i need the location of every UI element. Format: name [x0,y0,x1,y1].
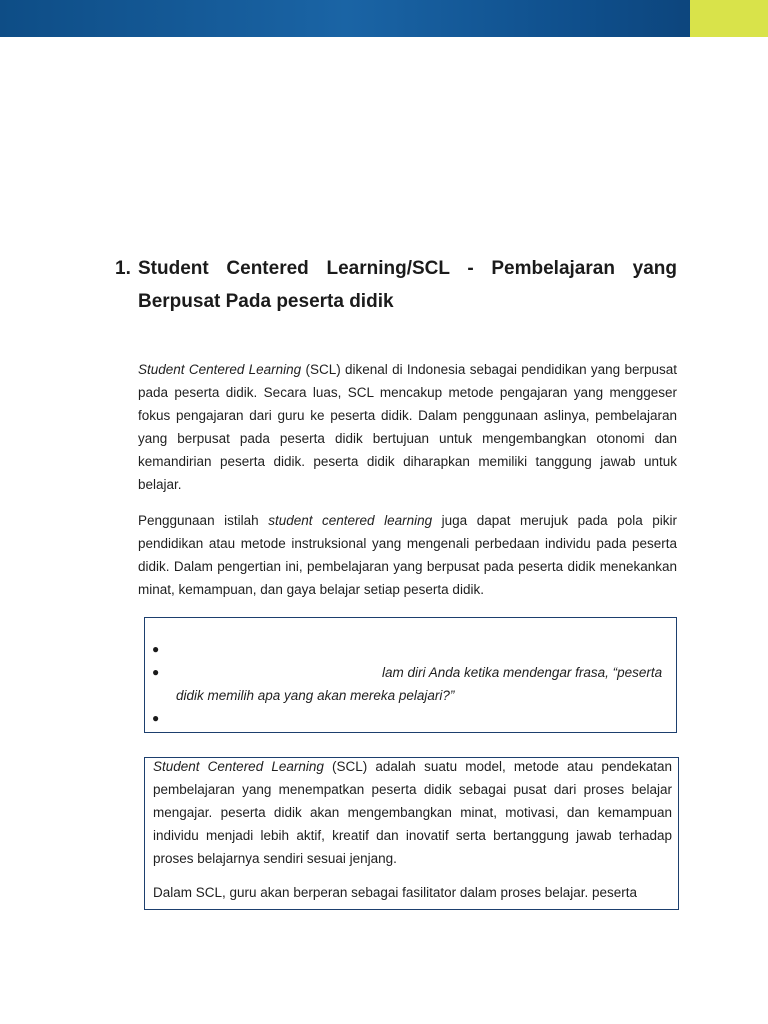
info-paragraph-1 [153,757,672,870]
paragraph-scl-definition [138,358,677,496]
paragraph-text-lead: Penggunaan istilah [138,513,269,528]
paragraph-text: juga dapat merujuk pada pola pikir pendidikan atau metode instruksional yang mengenali perbedaan individu pada peserta didik. Dalam pengertian ini, pembelajaran yang berpusat pada peserta didik menekankan minat, kemampuan, dan gaya belajar setiap peserta didik. [138,513,678,597]
bullet-3: ● [152,711,160,725]
bullet-2: ● [152,665,160,679]
reflection-box [144,617,677,733]
info-box [144,757,679,910]
heading-line-2: Berpusat Pada peserta didik [138,291,394,312]
top-banner [0,0,768,37]
info-paragraph-2: Dalam SCL, guru akan berperan sebagai fasilitator dalam proses belajar. peserta [153,885,638,900]
heading-number: 1. [115,258,131,279]
bullet-1: ● [152,642,160,656]
paragraph-scl-usage [138,509,677,601]
italic-term: Student Centered Learning [138,362,302,377]
top-accent-block [690,0,768,37]
italic-term: Student Centered Learning [153,759,324,774]
section-heading [115,252,677,318]
paragraph-text: (SCL) dikenal di Indonesia sebagai pendidikan yang berpusat pada peserta didik. Secara luas, SCL mencakup metode pengajaran yang menggeser fokus pengajaran dari guru ke peserta didik. Dalam penggunaan aslinya, pembelajaran yang berpusat pada peserta didik bertujuan untuk mengembangkan otonomi dan kemandirian peserta didik. peserta didik diharapkan memiliki tanggung jawab untuk belajar. [138,362,677,492]
reflection-line-2: didik memilih apa yang akan mereka pelajari?” [176,688,455,703]
italic-term: student centered learning [268,513,433,528]
reflection-line-1: lam diri Anda ketika mendengar frasa, “peserta [382,665,663,680]
info-paragraph-text: (SCL) adalah suatu model, metode atau pendekatan pembelajaran yang menempatkan peserta didik sebagai pusat dari proses belajar mengajar. peserta didik akan mengembangkan minat, motivasi, dan kemampuan individu menjadi lebih aktif, kreatif dan inovatif serta bertanggung jawab terhadap proses belajarnya sendiri sesuai jenjang. [153,759,673,866]
heading-line-1: Student Centered Learning/SCL - Pembelajaran yang [138,258,677,279]
